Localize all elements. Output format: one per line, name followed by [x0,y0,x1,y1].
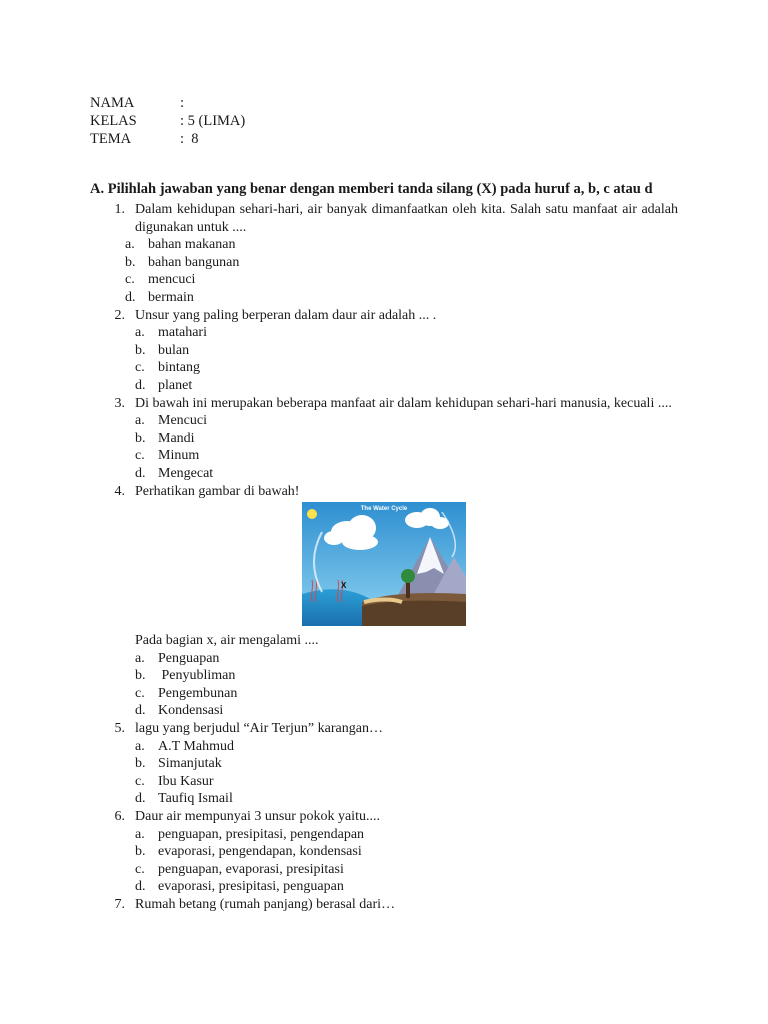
option-letter: b. [135,844,146,860]
option-letter: b. [135,668,146,684]
option-d[interactable] [135,878,678,896]
option-letter: c. [125,272,135,288]
question-6 [90,808,678,896]
option-text: Mengecat [158,465,214,481]
option-d[interactable] [135,702,678,720]
kelas-row [90,112,245,130]
nama-value: : [180,95,185,111]
option-text: planet [158,377,193,393]
option-letter: b. [135,756,146,772]
option-letter: d. [135,791,146,807]
option-letter: a. [135,413,145,429]
option-letter: d. [135,377,146,393]
option-b[interactable] [135,430,678,448]
option-text: Mencuci [158,413,207,429]
option-b[interactable] [135,667,678,685]
question-list [90,201,678,914]
question-number: 6. [114,809,125,825]
option-letter: a. [135,650,145,666]
kelas-label: KELAS [90,113,137,129]
option-b[interactable] [135,755,678,773]
question-7 [90,896,678,914]
question-number: 1. [114,202,125,217]
option-letter: c. [135,773,145,789]
question-number: 2. [114,307,125,323]
question-4-followup: Pada bagian x, air mengalami .... [135,633,319,649]
option-a[interactable] [135,412,678,430]
option-text: Penguapan [158,650,220,666]
option-text: Penyubliman [158,668,236,684]
option-letter: d. [135,465,146,481]
question-text: Di bawah ini merupakan beberapa manfaat air dalam kehidupan sehari-hari manusia, kecuali .... [135,395,672,411]
option-d[interactable] [135,790,678,808]
option-text: Kondensasi [158,703,224,719]
option-text: evaporasi, pengendapan, kondensasi [158,844,362,860]
option-c[interactable] [135,773,678,791]
tree-icon [401,569,415,583]
option-letter: d. [135,879,146,895]
option-letter: a. [125,237,135,253]
question-2 [90,307,678,395]
option-text: matahari [158,325,207,341]
option-text: Simanjutak [158,756,222,772]
tema-label: TEMA [90,131,132,147]
question-1 [90,201,678,307]
nama-row [90,94,245,112]
option-letter: b. [135,342,146,358]
option-c[interactable] [135,685,678,703]
option-letter: a. [135,826,145,842]
option-text: bintang [158,360,200,376]
option-a[interactable] [135,738,678,756]
question-text: lagu yang berjudul “Air Terjun” karangan… [135,721,383,737]
question-text: Unsur yang paling berperan dalam daur air adalah ... . [135,307,437,323]
nama-label: NAMA [90,95,135,111]
option-c[interactable] [135,447,678,465]
question-number: 3. [114,395,125,411]
option-text: bahan makanan [148,237,236,253]
option-a[interactable] [135,826,678,844]
question-text: Dalam kehidupan sehari-hari, air banyak dimanfaatkan oleh kita. Salah satu manfaat air adalah digunakan untuk .... [135,202,678,235]
question-3 [90,395,678,483]
option-text: Pengembunan [158,685,238,701]
option-text: Minum [158,448,200,464]
option-text: bahan bangunan [148,254,240,270]
option-b[interactable] [135,843,678,861]
water-cycle-figure [302,502,466,626]
question-number: 7. [114,897,125,912]
option-a[interactable] [135,324,678,342]
option-d[interactable] [135,465,678,483]
option-letter: c. [135,861,145,877]
option-text: Ibu Kasur [158,773,214,789]
option-text: mencuci [148,272,196,288]
tema-row [90,130,245,148]
question-text: Daur air mempunyai 3 unsur pokok yaitu.... [135,809,380,825]
question-text: Perhatikan gambar di bawah! [135,483,300,499]
option-c[interactable] [125,271,678,289]
option-letter: d. [125,289,136,305]
option-text: Mandi [158,430,195,446]
option-text: A.T Mahmud [158,738,234,754]
figure-title: The Water Cycle [360,506,408,513]
water-cycle-illustration [302,502,466,626]
tema-value: : 8 [180,131,199,147]
option-c[interactable] [135,861,678,879]
option-text: bermain [148,289,194,305]
option-c[interactable] [135,359,678,377]
option-letter: c. [135,685,145,701]
option-letter: b. [135,430,146,446]
option-letter: a. [135,738,145,754]
option-b[interactable] [135,342,678,360]
option-a[interactable] [125,236,678,254]
option-a[interactable] [135,650,678,668]
option-letter: c. [135,448,145,464]
student-info [90,94,245,148]
option-letter: b. [125,254,136,270]
option-text: bulan [158,342,190,358]
option-letter: c. [135,360,145,376]
question-text: Rumah betang (rumah panjang) berasal dari… [135,897,396,912]
option-letter: d. [135,703,146,719]
section-a-title: A. Pilihlah jawaban yang benar dengan memberi tanda silang (X) pada huruf a, b, c atau d [90,181,653,197]
kelas-value: : 5 (LIMA) [180,113,246,129]
question-5 [90,720,678,808]
option-d[interactable] [135,377,678,395]
question-number: 4. [114,483,125,499]
option-text: Taufiq Ismail [158,791,233,807]
option-text: evaporasi, presipitasi, penguapan [158,879,344,895]
option-d[interactable] [125,289,678,307]
sun-icon [307,509,317,519]
option-text: penguapan, evaporasi, presipitasi [158,861,344,877]
option-letter: a. [135,325,145,341]
question-number: 5. [114,721,125,737]
figure-x-mark: X [341,581,347,591]
question-4 [90,483,678,721]
option-b[interactable] [125,254,678,272]
option-text: penguapan, presipitasi, pengendapan [158,826,365,842]
